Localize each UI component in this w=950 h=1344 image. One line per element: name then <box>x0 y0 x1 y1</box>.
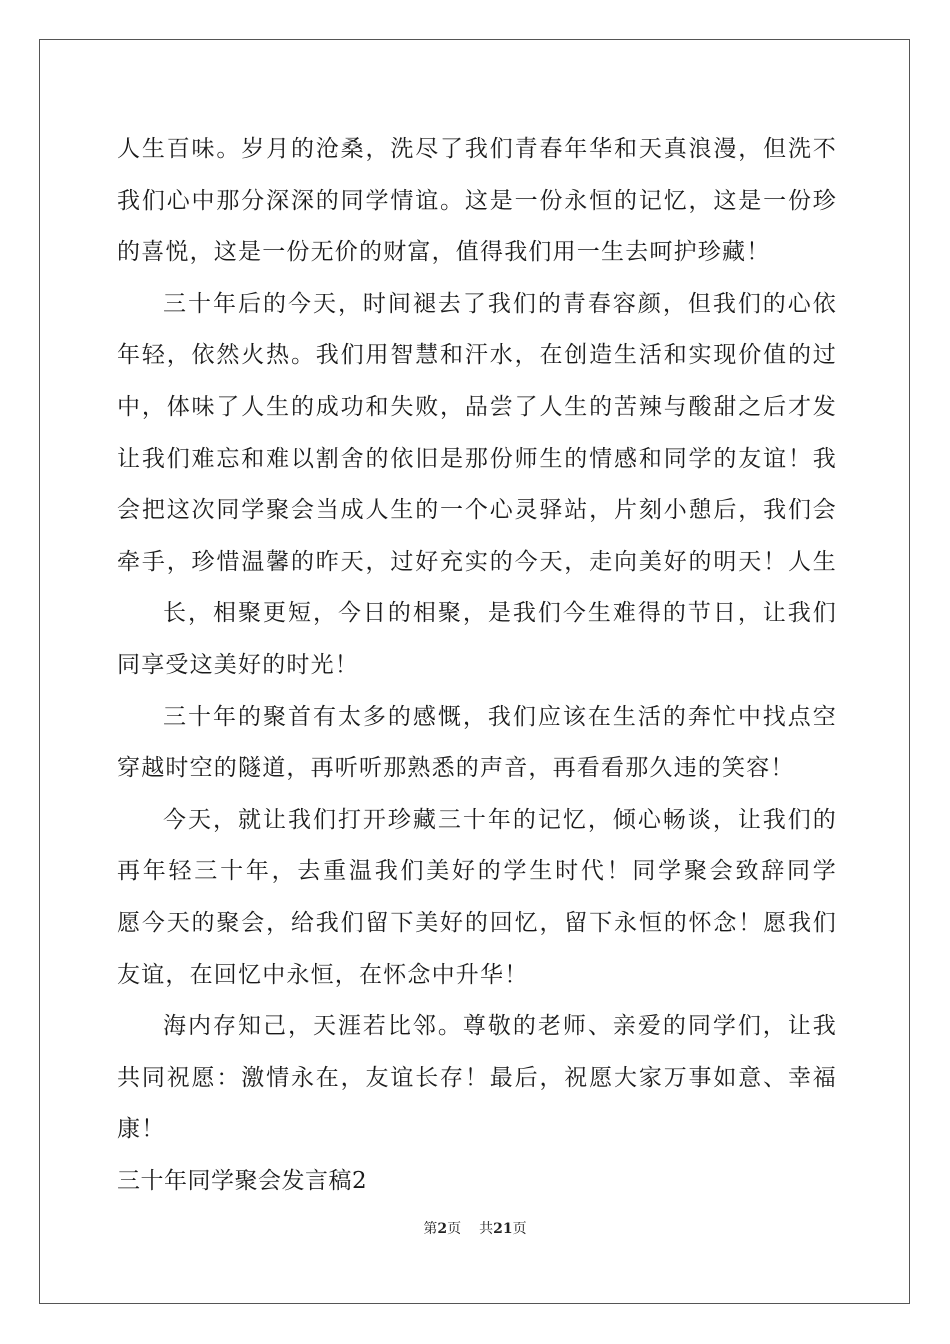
text-line: 康！ <box>117 1116 166 1143</box>
document-body <box>117 124 837 1207</box>
text-line: 海内存知己，天涯若比邻。尊敬的老师、亲爱的同学们，让我 <box>163 1013 837 1040</box>
text-line: 牵手，珍惜温馨的昨天，过好充实的今天，走向美好的明天！人生 <box>117 548 837 575</box>
text-line: 今天，就让我们打开珍藏三十年的记忆，倾心畅谈，让我们的 <box>163 806 837 833</box>
text-line: 中，体味了人生的成功和失败，品尝了人生的苦辣与酸甜之后才发 <box>117 393 837 420</box>
text-line: 三十年后的今天，时间褪去了我们的青春容颜，但我们的心依 <box>163 290 837 317</box>
section-heading: 三十年同学聚会发言稿2 <box>117 1167 368 1194</box>
page-footer <box>0 1218 950 1238</box>
footer-page-prefix: 第 <box>423 1221 438 1237</box>
text-line: 会把这次同学聚会当成人生的一个心灵驿站，片刻小憩后，我们会 <box>117 497 837 524</box>
text-line: 愿今天的聚会，给我们留下美好的回忆，留下永恒的怀念！愿我们 <box>117 909 837 936</box>
text-line: 共同祝愿：激情永在，友谊长存！最后，祝愿大家万事如意、幸福 <box>117 1064 837 1091</box>
text-line: 同享受这美好的时光！ <box>117 651 359 678</box>
text-line: 再年轻三十年，去重温我们美好的学生时代！同学聚会致辞同学 <box>117 858 837 885</box>
footer-total-suffix: 页 <box>512 1221 527 1237</box>
text-line: 让我们难忘和难以割舍的依旧是那份师生的情感和同学的友谊！我 <box>117 445 837 472</box>
footer-page-number: 2 <box>437 1221 448 1237</box>
text-line: 人生百味。岁月的沧桑，洗尽了我们青春年华和天真浪漫，但洗不 <box>117 136 837 162</box>
footer-total-prefix: 共 <box>479 1221 494 1237</box>
text-line: 年轻，依然火热。我们用智慧和汗水，在创造生活和实现价值的过 <box>117 342 837 369</box>
text-line: 长，相聚更短，今日的相聚，是我们今生难得的节日，让我们 <box>163 600 837 627</box>
text-line: 友谊，在回忆中永恒，在怀念中升华！ <box>117 961 529 988</box>
text-line: 三十年的聚首有太多的感慨，我们应该在生活的奔忙中找点空 <box>163 703 837 730</box>
footer-page-suffix: 页 <box>447 1221 462 1237</box>
footer-total-pages: 21 <box>493 1221 513 1237</box>
text-line: 穿越时空的隧道，再听听那熟悉的声音，再看看那久违的笑容！ <box>117 755 795 782</box>
text-line: 我们心中那分深深的同学情谊。这是一份永恒的记忆，这是一份珍 <box>117 187 837 214</box>
text-line: 的喜悦，这是一份无价的财富，值得我们用一生去呵护珍藏！ <box>117 239 771 266</box>
